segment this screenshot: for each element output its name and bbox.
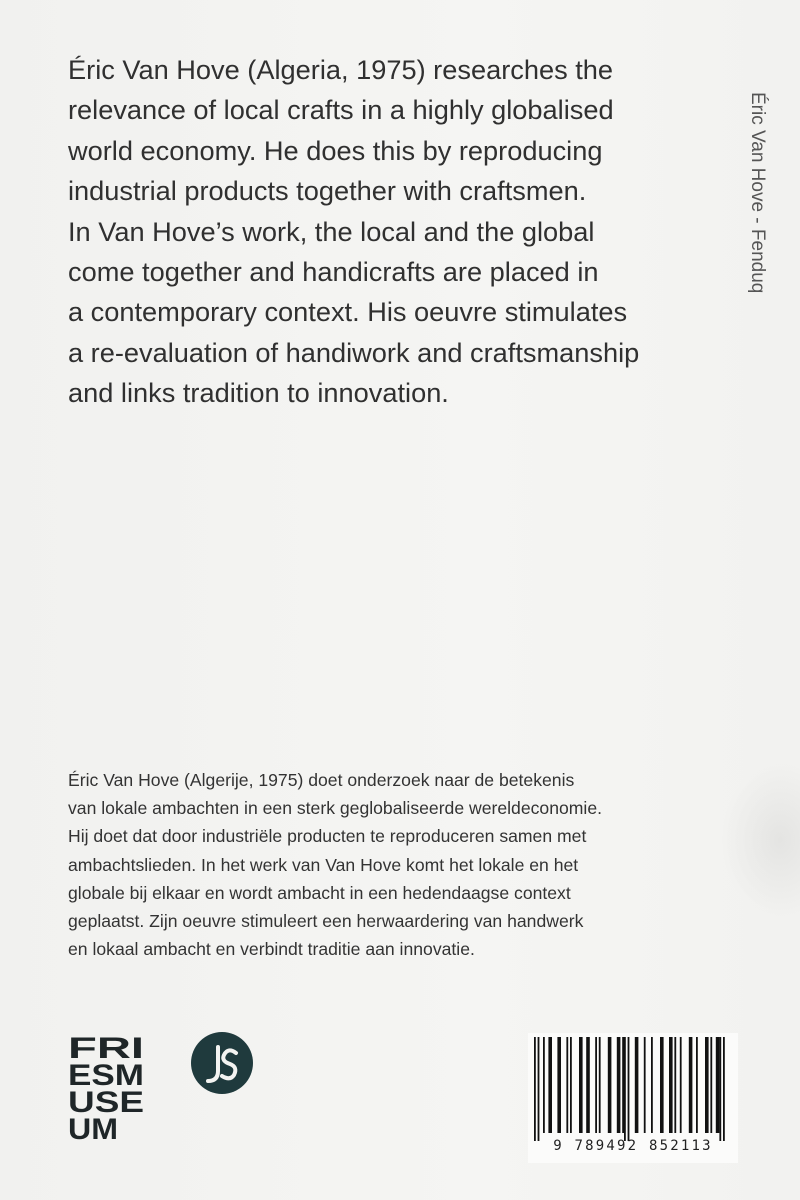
dutch-line: en lokaal ambacht en verbindt traditie aan innovatie.: [68, 939, 475, 960]
english-line: and links tradition to innovation.: [68, 377, 449, 409]
fries-museum-logo-row: UM: [68, 1113, 118, 1141]
barcode-bar: [557, 1037, 561, 1133]
barcode-bar: [710, 1037, 712, 1133]
dutch-line: Éric Van Hove (Algerije, 1975) doet onderzoek naar de betekenis: [68, 770, 575, 790]
barcode-bar: [696, 1037, 698, 1133]
english-blurb: [68, 50, 708, 414]
dutch-line: ambachtslieden. In het werk van Van Hove komt het lokale en het: [68, 854, 579, 875]
barcode-bar: [595, 1037, 597, 1133]
fries-museum-logo-row: ESM: [68, 1059, 144, 1092]
barcode-bar: [570, 1037, 572, 1133]
barcode-bar: [622, 1037, 624, 1133]
barcode-bar: [566, 1037, 568, 1133]
english-line: come together and handicrafts are placed in: [68, 256, 599, 288]
barcode-bar: [579, 1037, 583, 1133]
barcode-bar: [534, 1037, 536, 1141]
barcode-bar: [680, 1037, 682, 1133]
barcode-bar: [586, 1037, 590, 1133]
js-publisher-logo: [190, 1031, 254, 1095]
english-line: relevance of local crafts in a highly globalised: [68, 94, 614, 126]
english-line: In Van Hove’s work, the local and the global: [68, 215, 595, 247]
dutch-line: van lokale ambachten in een sterk geglobaliseerde wereldeconomie.: [68, 798, 603, 819]
barcode-bar: [548, 1037, 552, 1133]
spine-title: Éric Van Hove - Fenduq: [747, 92, 768, 294]
fries-museum-logo-row: USE: [68, 1086, 144, 1119]
barcode-bar: [644, 1037, 646, 1133]
dutch-line: globale bij elkaar en wordt ambacht in een hedendaagse context: [68, 882, 571, 903]
barcode-bar: [628, 1037, 630, 1141]
barcode-bar: [705, 1037, 709, 1133]
english-line: a contemporary context. His oeuvre stimulates: [68, 296, 628, 328]
barcode-bar: [543, 1037, 545, 1133]
dutch-blurb: [68, 766, 688, 963]
barcode-bar: [624, 1037, 626, 1141]
barcode-bar: [719, 1037, 721, 1141]
isbn-number: 9 789492 852113: [553, 1138, 713, 1154]
barcode-bar: [689, 1037, 693, 1133]
english-line: industrial products together with craftsmen.: [68, 175, 587, 207]
barcode-bar: [669, 1037, 673, 1133]
barcode-bar: [660, 1037, 664, 1133]
barcode-bar: [716, 1037, 720, 1133]
barcode-bar: [674, 1037, 676, 1133]
english-line: a re-evaluation of handiwork and craftsmanship: [68, 336, 640, 368]
dutch-line: Hij doet dat door industriële producten te reproduceren samen met: [68, 826, 587, 847]
barcode-bar: [651, 1037, 653, 1133]
dutch-line: geplaatst. Zijn oeuvre stimuleert een herwaardering van handwerk: [68, 911, 584, 932]
barcode-bar: [538, 1037, 540, 1141]
english-line: world economy. He does this by reproducing: [68, 134, 603, 166]
fries-museum-logo-row: FRI: [68, 1033, 144, 1065]
english-line: Éric Van Hove (Algeria, 1975) researches the: [68, 54, 614, 85]
barcode-bar: [599, 1037, 601, 1133]
barcode-bar: [608, 1037, 612, 1133]
fries-museum-logo: [68, 1033, 144, 1141]
js-logo-circle: [191, 1032, 253, 1094]
barcode-bar: [617, 1037, 621, 1133]
barcode-bar: [723, 1037, 725, 1141]
barcode-bar: [635, 1037, 639, 1133]
